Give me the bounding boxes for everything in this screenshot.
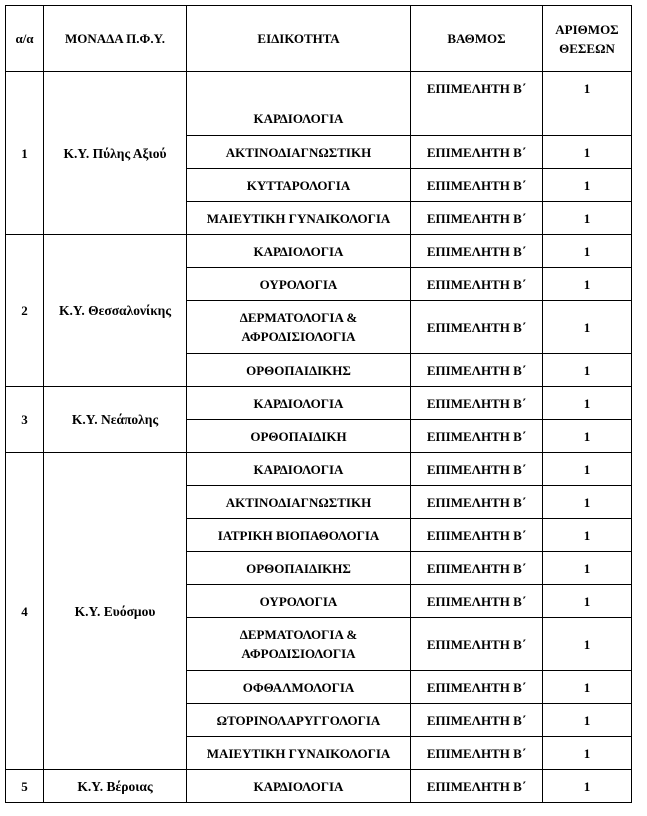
specialty-cell: ΔΕΡΜΑΤΟΛΟΓΙΑ & ΑΦΡΟΔΙΣΙΟΛΟΓΙΑ xyxy=(187,301,411,354)
specialty-cell: ΟΥΡΟΛΟΓΙΑ xyxy=(187,585,411,618)
grade-cell: ΕΠΙΜΕΛΗΤΗ Β΄ xyxy=(411,235,543,268)
specialty-cell: ΟΡΘΟΠΑΙΔΙΚΗ xyxy=(187,420,411,453)
positions-cell: 1 xyxy=(543,235,632,268)
positions-cell: 1 xyxy=(543,618,632,671)
specialty-cell: ΚΑΡΔΙΟΛΟΓΙΑ xyxy=(187,387,411,420)
specialty-cell: ΑΚΤΙΝΟΔΙΑΓΝΩΣΤΙΚΗ xyxy=(187,486,411,519)
positions-cell: 1 xyxy=(543,420,632,453)
unit-name: Κ.Υ. Πύλης Αξιού xyxy=(44,72,187,235)
positions-cell: 1 xyxy=(543,585,632,618)
grade-cell: ΕΠΙΜΕΛΗΤΗ Β΄ xyxy=(411,737,543,770)
grade-cell: ΕΠΙΜΕΛΗΤΗ Β΄ xyxy=(411,618,543,671)
grade-cell: ΕΠΙΜΕΛΗΤΗ Β΄ xyxy=(411,770,543,803)
specialty-cell: ΜΑΙΕΥΤΙΚΗ ΓΥΝΑΙΚΟΛΟΓΙΑ xyxy=(187,737,411,770)
positions-cell: 1 xyxy=(543,486,632,519)
specialty-cell: ΟΡΘΟΠΑΙΔΙΚΗΣ xyxy=(187,552,411,585)
specialty-cell: ΚΑΡΔΙΟΛΟΓΙΑ xyxy=(187,453,411,486)
unit-name: Κ.Υ. Νεάπολης xyxy=(44,387,187,453)
positions-cell: 1 xyxy=(543,737,632,770)
header-specialty: ΕΙΔΙΚΟΤΗΤΑ xyxy=(187,6,411,72)
grade-cell: ΕΠΙΜΕΛΗΤΗ Β΄ xyxy=(411,72,543,136)
row-number: 4 xyxy=(6,453,44,770)
grade-cell: ΕΠΙΜΕΛΗΤΗ Β΄ xyxy=(411,301,543,354)
positions-table xyxy=(5,5,632,803)
unit-name: Κ.Υ. Βέροιας xyxy=(44,770,187,803)
grade-cell: ΕΠΙΜΕΛΗΤΗ Β΄ xyxy=(411,268,543,301)
positions-cell: 1 xyxy=(543,136,632,169)
table-body xyxy=(6,72,632,803)
table-row xyxy=(6,235,632,268)
grade-cell: ΕΠΙΜΕΛΗΤΗ Β΄ xyxy=(411,486,543,519)
row-number: 1 xyxy=(6,72,44,235)
grade-cell: ΕΠΙΜΕΛΗΤΗ Β΄ xyxy=(411,704,543,737)
positions-cell: 1 xyxy=(543,704,632,737)
positions-cell: 1 xyxy=(543,169,632,202)
grade-cell: ΕΠΙΜΕΛΗΤΗ Β΄ xyxy=(411,519,543,552)
positions-cell: 1 xyxy=(543,770,632,803)
specialty-cell: ΚΑΡΔΙΟΛΟΓΙΑ xyxy=(187,235,411,268)
positions-cell: 1 xyxy=(543,202,632,235)
row-number: 5 xyxy=(6,770,44,803)
grade-cell: ΕΠΙΜΕΛΗΤΗ Β΄ xyxy=(411,354,543,387)
grade-cell: ΕΠΙΜΕΛΗΤΗ Β΄ xyxy=(411,420,543,453)
positions-cell: 1 xyxy=(543,72,632,136)
grade-cell: ΕΠΙΜΕΛΗΤΗ Β΄ xyxy=(411,202,543,235)
grade-cell: ΕΠΙΜΕΛΗΤΗ Β΄ xyxy=(411,671,543,704)
specialty-cell: ΩΤΟΡΙΝΟΛΑΡΥΓΓΟΛΟΓΙΑ xyxy=(187,704,411,737)
grade-cell: ΕΠΙΜΕΛΗΤΗ Β΄ xyxy=(411,136,543,169)
grade-cell: ΕΠΙΜΕΛΗΤΗ Β΄ xyxy=(411,453,543,486)
table-row xyxy=(6,453,632,486)
specialty-cell: ΟΦΘΑΛΜΟΛΟΓΙΑ xyxy=(187,671,411,704)
specialty-cell: ΑΚΤΙΝΟΔΙΑΓΝΩΣΤΙΚΗ xyxy=(187,136,411,169)
header-unit: ΜΟΝΑΔΑ Π.Φ.Υ. xyxy=(44,6,187,72)
positions-cell: 1 xyxy=(543,671,632,704)
positions-cell: 1 xyxy=(543,453,632,486)
grade-cell: ΕΠΙΜΕΛΗΤΗ Β΄ xyxy=(411,585,543,618)
specialty-cell: ΚΥΤΤΑΡΟΛΟΓΙΑ xyxy=(187,169,411,202)
specialty-cell: ΟΡΘΟΠΑΙΔΙΚΗΣ xyxy=(187,354,411,387)
specialty-cell: ΜΑΙΕΥΤΙΚΗ ΓΥΝΑΙΚΟΛΟΓΙΑ xyxy=(187,202,411,235)
positions-cell: 1 xyxy=(543,519,632,552)
table-row xyxy=(6,72,632,136)
specialty-cell: ΟΥΡΟΛΟΓΙΑ xyxy=(187,268,411,301)
positions-cell: 1 xyxy=(543,552,632,585)
grade-cell: ΕΠΙΜΕΛΗΤΗ Β΄ xyxy=(411,387,543,420)
header-aa: α/α xyxy=(6,6,44,72)
header-grade: ΒΑΘΜΟΣ xyxy=(411,6,543,72)
specialty-cell: ΙΑΤΡΙΚΗ ΒΙΟΠΑΘΟΛΟΓΙΑ xyxy=(187,519,411,552)
table-row xyxy=(6,387,632,420)
positions-cell: 1 xyxy=(543,387,632,420)
positions-cell: 1 xyxy=(543,354,632,387)
grade-cell: ΕΠΙΜΕΛΗΤΗ Β΄ xyxy=(411,169,543,202)
specialty-cell: ΔΕΡΜΑΤΟΛΟΓΙΑ & ΑΦΡΟΔΙΣΙΟΛΟΓΙΑ xyxy=(187,618,411,671)
positions-cell: 1 xyxy=(543,268,632,301)
grade-cell: ΕΠΙΜΕΛΗΤΗ Β΄ xyxy=(411,552,543,585)
specialty-cell: ΚΑΡΔΙΟΛΟΓΙΑ xyxy=(187,770,411,803)
unit-name: Κ.Υ. Θεσσαλονίκης xyxy=(44,235,187,387)
table-row xyxy=(6,770,632,803)
header-positions: ΑΡΙΘΜΟΣ ΘΕΣΕΩΝ xyxy=(543,6,632,72)
specialty-cell: ΚΑΡΔΙΟΛΟΓΙΑ xyxy=(187,72,411,136)
positions-cell: 1 xyxy=(543,301,632,354)
row-number: 2 xyxy=(6,235,44,387)
header-row xyxy=(6,6,632,72)
row-number: 3 xyxy=(6,387,44,453)
unit-name: Κ.Υ. Ευόσμου xyxy=(44,453,187,770)
